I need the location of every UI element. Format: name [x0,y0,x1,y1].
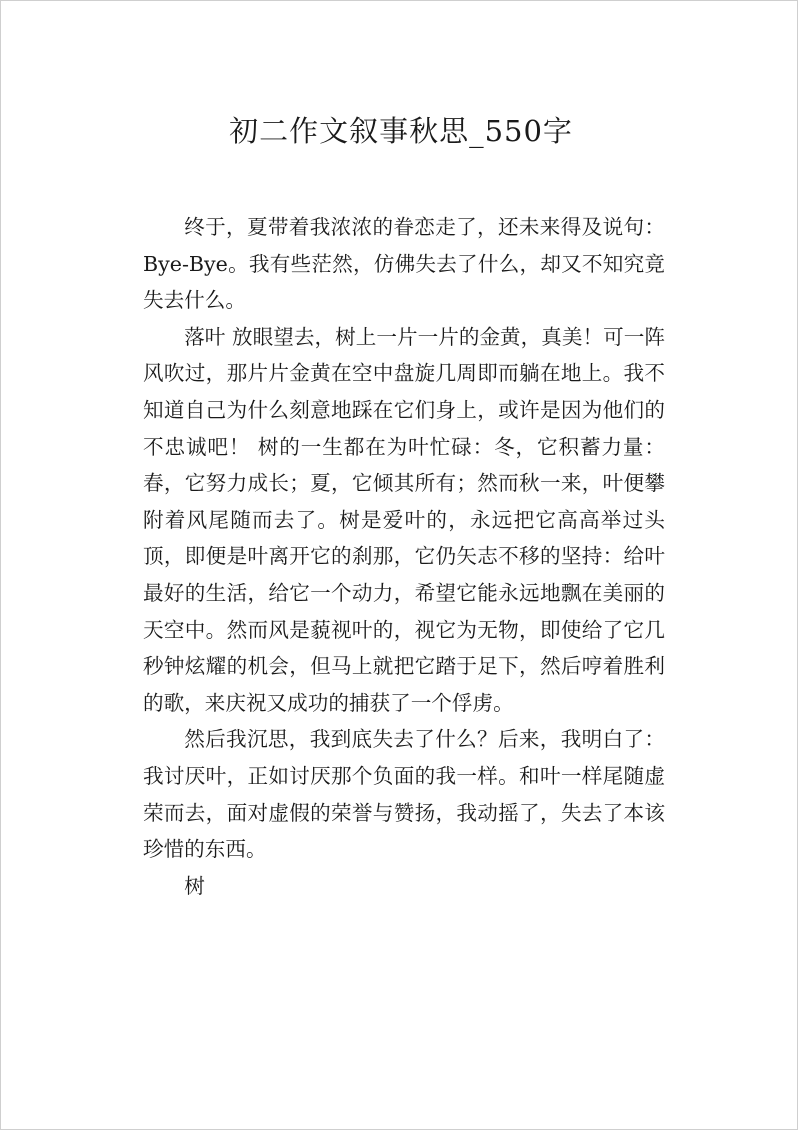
paragraph: 终于，夏带着我浓浓的眷恋走了，还未来得及说句：Bye-Bye。我有些茫然，仿佛失去了什么，却又不知究竟失去什么。 [143,215,665,313]
paragraph: 然后我沉思，我到底失去了什么？后来，我明白了：我讨厌叶，正如讨厌那个负面的我一样。和叶一样尾随虚荣而去，面对虚假的荣誉与赞扬，我动摇了，失去了本该珍惜的东西。 [143,727,665,862]
paragraph: 树 [184,873,205,898]
document-title: 初二作文叙事秋思_550字 [229,114,573,148]
document-body [143,209,665,904]
paragraph: 落叶 放眼望去，树上一片一片的金黄，真美！可一阵风吹过，那片片金黄在空中盘旋几周即而躺在地上。我不知道自己为什么刻意地踩在它们身上，或许是因为他们的不忠诚吧！ 树的一生都在为叶忙碌：冬，它积蓄力量：春，它努力成长；夏，它倾其所有；然而秋一来，叶便攀附着风尾随而去了。树是爱叶的，永远把它高高举过头顶，即便是叶离开它的刹那，它仍矢志不移的坚持：给叶最好的生活，给它一个动力，希望它能永远地飘在美丽的天空中。然而风是藐视叶的，视它为无物，即使给了它几秒钟炫耀的机会，但马上就把它踏于足下，然后哼着胜利的歌，来庆祝又成功的捕获了一个俘虏。 [143,324,665,715]
